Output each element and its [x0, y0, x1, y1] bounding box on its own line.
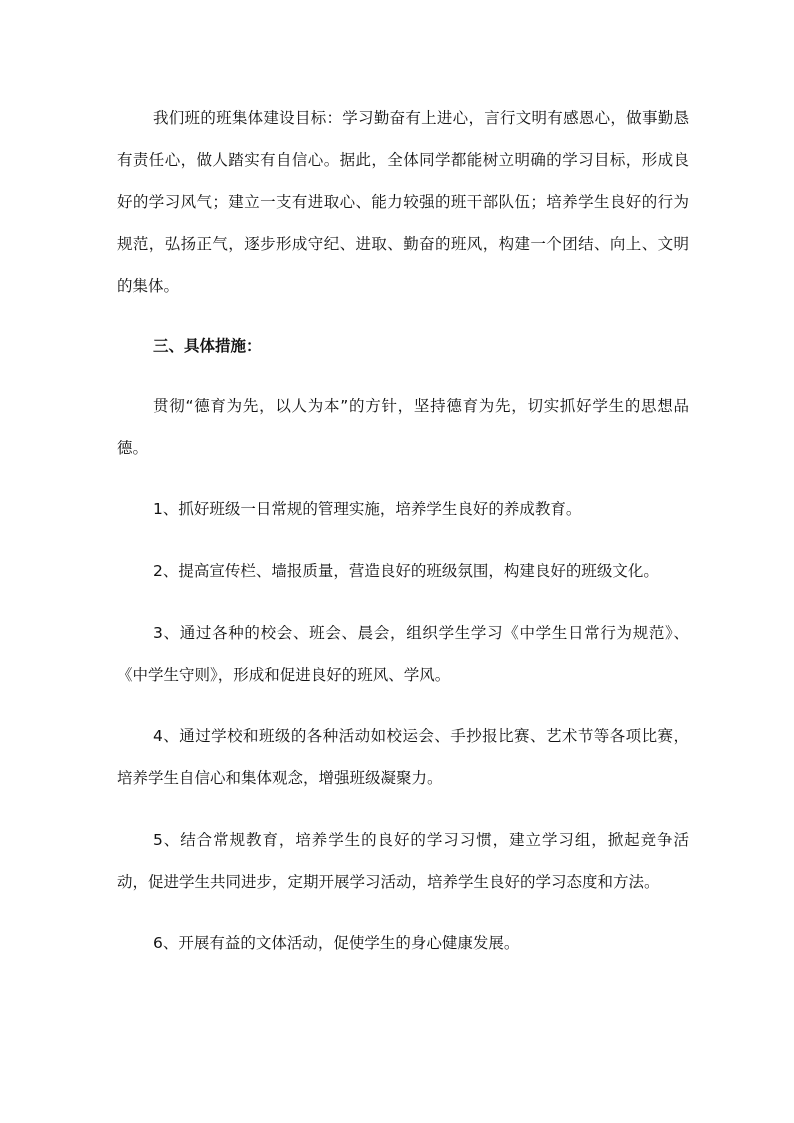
measure-item-5: 5、结合常规教育，培养学生的良好的学习习惯，建立学习组，掀起竞争活动，促进学生共同进步，定期开展学习活动，培养学生良好的学习态度和方法。	[117, 831, 689, 891]
goal-paragraph: 我们班的班集体建设目标：学习勤奋有上进心，言行文明有感恩心，做事勤恳有责任心，做人踏实有自信心。据此，全体同学都能树立明确的学习目标，形成良好的学习风气；建立一支有进取心、能力较强的班干部队伍；培养学生良好的行为规范，弘扬正气，逐步形成守纪、进取、勤奋的班风，构建一个团结、向上、文明的集体。	[117, 109, 689, 295]
measure-item-3: 3、通过各种的校会、班会、晨会，组织学生学习《中学生日常行为规范》、《中学生守则》，形成和促进良好的班风、学风。	[117, 624, 689, 684]
measure-item-1: 1、抓好班级一日常规的管理实施，培养学生良好的养成教育。	[153, 500, 582, 518]
policy-paragraph: 贯彻“德育为先，以人为本”的方针，坚持德育为先，切实抓好学生的思想品德。	[117, 397, 689, 457]
measure-item-2: 2、提高宣传栏、墙报质量，营造良好的班级氛围，构建良好的班级文化。	[153, 562, 659, 580]
measure-item-4: 4、通过学校和班级的各种活动如校运会、手抄报比赛、艺术节等各项比赛，培养学生自信心和集体观念，增强班级凝聚力。	[117, 727, 689, 787]
section-heading: 三、具体措施：	[153, 337, 262, 355]
measure-item-6: 6、开展有益的文体活动，促使学生的身心健康发展。	[153, 934, 520, 952]
